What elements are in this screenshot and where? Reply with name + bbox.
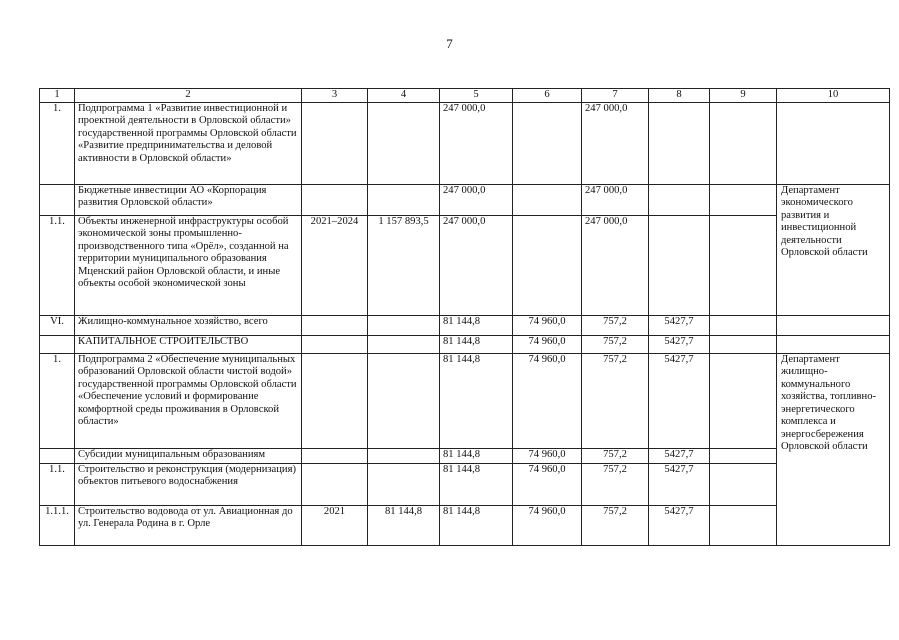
row-federal: 74 960,0 xyxy=(513,315,582,335)
row-number: 1. xyxy=(40,353,75,448)
row-other xyxy=(710,102,777,184)
row-cost xyxy=(368,335,440,353)
row-regional: 247 000,0 xyxy=(582,102,649,184)
header-cell: 6 xyxy=(513,89,582,103)
row-cost xyxy=(368,102,440,184)
department-investment: Департамент экономического развития и инвестиционной деятельности Орловской области xyxy=(777,184,890,315)
table-row xyxy=(40,505,890,545)
row-period xyxy=(302,315,368,335)
row-cost xyxy=(368,184,440,215)
row-name: Подпрограмма 1 «Развитие инвестиционной и проектной деятельности в Орловской области» государственной программы Орловской области «Развитие предпринимательства и деловой активности в Орловской области» xyxy=(75,102,302,184)
row-other xyxy=(710,505,777,545)
row-total: 247 000,0 xyxy=(440,184,513,215)
row-cost: 1 157 893,5 xyxy=(368,215,440,315)
header-cell: 9 xyxy=(710,89,777,103)
row-local xyxy=(649,184,710,215)
row-period xyxy=(302,448,368,463)
row-regional: 757,2 xyxy=(582,353,649,448)
row-period: 2021–2024 xyxy=(302,215,368,315)
row-regional: 757,2 xyxy=(582,463,649,505)
row-total: 247 000,0 xyxy=(440,102,513,184)
header-cell: 2 xyxy=(75,89,302,103)
row-cost xyxy=(368,315,440,335)
row-federal xyxy=(513,184,582,215)
row-name: КАПИТАЛЬНОЕ СТРОИТЕЛЬСТВО xyxy=(75,335,302,353)
row-total: 81 144,8 xyxy=(440,335,513,353)
row-period: 2021 xyxy=(302,505,368,545)
row-local: 5427,7 xyxy=(649,463,710,505)
row-regional: 757,2 xyxy=(582,335,649,353)
row-period xyxy=(302,463,368,505)
row-number: 1.1. xyxy=(40,463,75,505)
page-number: 7 xyxy=(446,36,453,51)
header-cell: 7 xyxy=(582,89,649,103)
row-local xyxy=(649,102,710,184)
table-row xyxy=(40,315,890,335)
row-period xyxy=(302,184,368,215)
row-name: Строительство водовода от ул. Авиационная до ул. Генерала Родина в г. Орле xyxy=(75,505,302,545)
row-department xyxy=(777,102,890,184)
row-other xyxy=(710,335,777,353)
row-name: Объекты инженерной инфраструктуры особой экономической зоны промышленно-производственного типа «Орёл», созданной на территории муниципального образования Мценский район Орловской области, и иные объекты особой экономической зоны xyxy=(75,215,302,315)
row-local: 5427,7 xyxy=(649,505,710,545)
row-number: 1.1. xyxy=(40,215,75,315)
row-total: 81 144,8 xyxy=(440,353,513,448)
row-period xyxy=(302,102,368,184)
row-local: 5427,7 xyxy=(649,448,710,463)
row-number: 1.1.1. xyxy=(40,505,75,545)
row-local: 5427,7 xyxy=(649,315,710,335)
row-federal xyxy=(513,102,582,184)
row-federal: 74 960,0 xyxy=(513,505,582,545)
row-federal: 74 960,0 xyxy=(513,463,582,505)
row-number: VI. xyxy=(40,315,75,335)
row-total: 81 144,8 xyxy=(440,505,513,545)
table-header-row xyxy=(40,89,890,103)
row-period xyxy=(302,353,368,448)
row-regional: 247 000,0 xyxy=(582,215,649,315)
row-local: 5427,7 xyxy=(649,353,710,448)
row-cost xyxy=(368,463,440,505)
header-cell: 4 xyxy=(368,89,440,103)
row-name: Бюджетные инвестиции АО «Корпорация развития Орловской области» xyxy=(75,184,302,215)
row-total: 247 000,0 xyxy=(440,215,513,315)
row-name: Субсидии муниципальным образованиям xyxy=(75,448,302,463)
row-number xyxy=(40,184,75,215)
row-period xyxy=(302,335,368,353)
row-other xyxy=(710,315,777,335)
row-number xyxy=(40,335,75,353)
header-cell: 1 xyxy=(40,89,75,103)
row-name: Строительство и реконструкция (модернизация) объектов питьевого водоснабжения xyxy=(75,463,302,505)
row-number xyxy=(40,448,75,463)
row-cost xyxy=(368,353,440,448)
budget-table xyxy=(39,88,890,546)
row-regional: 757,2 xyxy=(582,505,649,545)
row-federal: 74 960,0 xyxy=(513,353,582,448)
row-total: 81 144,8 xyxy=(440,448,513,463)
table-row xyxy=(40,215,890,315)
table-row xyxy=(40,463,890,505)
row-cost: 81 144,8 xyxy=(368,505,440,545)
row-name: Подпрограмма 2 «Обеспечение муниципальных образований Орловской области чистой водой» государственной программы Орловской области «Обеспечение условий и формирование комфортной среды проживания в Орловской области» xyxy=(75,353,302,448)
table-row xyxy=(40,448,890,463)
row-local xyxy=(649,215,710,315)
row-other xyxy=(710,353,777,448)
header-cell: 5 xyxy=(440,89,513,103)
row-department xyxy=(777,315,890,335)
row-federal xyxy=(513,215,582,315)
row-local: 5427,7 xyxy=(649,335,710,353)
row-regional: 757,2 xyxy=(582,315,649,335)
row-regional: 247 000,0 xyxy=(582,184,649,215)
department-housing: Департамент жилищно-коммунального хозяйства, топливно-энергетического комплекса и энергосбережения Орловской области xyxy=(777,353,890,545)
header-cell: 8 xyxy=(649,89,710,103)
header-cell: 3 xyxy=(302,89,368,103)
table-row xyxy=(40,335,890,353)
row-department xyxy=(777,335,890,353)
row-federal: 74 960,0 xyxy=(513,335,582,353)
row-number: 1. xyxy=(40,102,75,184)
table-row xyxy=(40,102,890,184)
table-row xyxy=(40,184,890,215)
row-total: 81 144,8 xyxy=(440,315,513,335)
row-other xyxy=(710,463,777,505)
row-regional: 757,2 xyxy=(582,448,649,463)
table-row xyxy=(40,353,890,448)
header-cell: 10 xyxy=(777,89,890,103)
row-cost xyxy=(368,448,440,463)
row-other xyxy=(710,215,777,315)
row-other xyxy=(710,448,777,463)
row-name: Жилищно-коммунальное хозяйство, всего xyxy=(75,315,302,335)
row-federal: 74 960,0 xyxy=(513,448,582,463)
row-other xyxy=(710,184,777,215)
row-total: 81 144,8 xyxy=(440,463,513,505)
